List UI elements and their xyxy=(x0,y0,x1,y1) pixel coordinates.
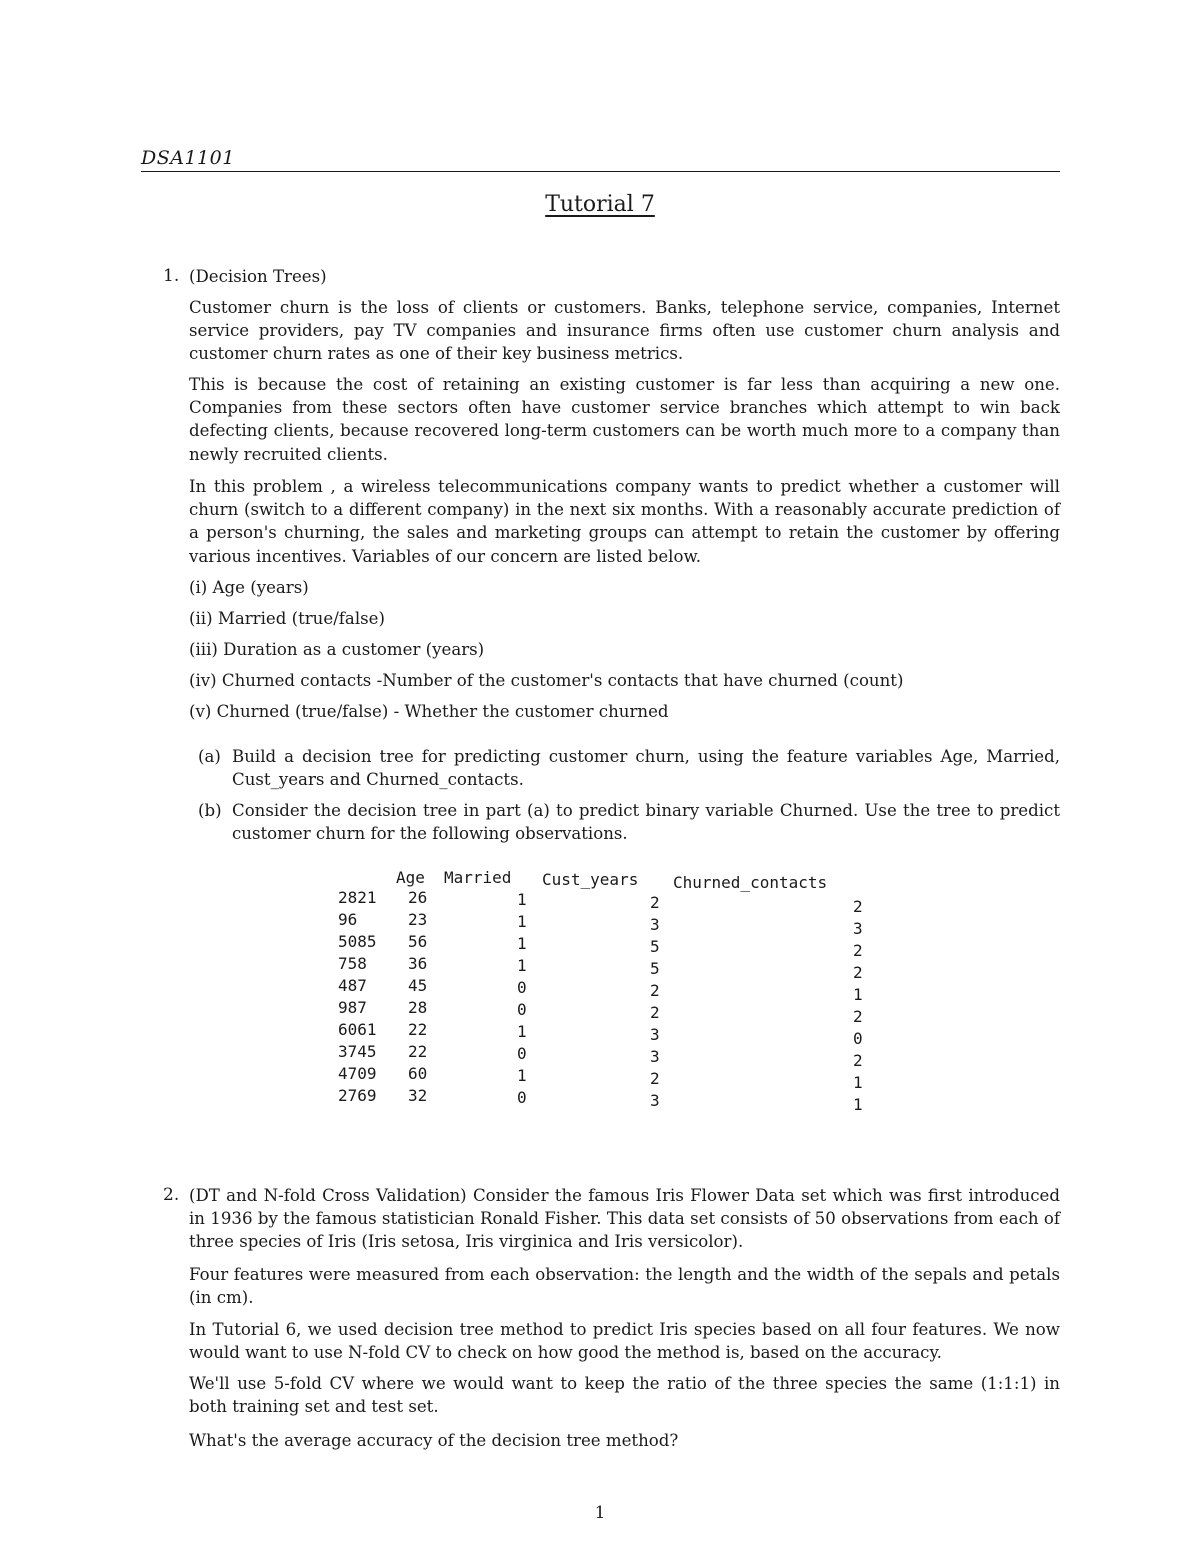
page-title-text: Tutorial 7 xyxy=(545,192,655,217)
table-cell-cust-years: 3 xyxy=(650,1091,660,1110)
table-cell-churned-contacts: 3 xyxy=(853,919,863,938)
course-code: DSA1101 xyxy=(141,147,235,169)
table-header: Married xyxy=(444,868,512,887)
q2-paragraph-2: Four features were measured from each observation: the length and the width of the sepals and petals (in cm). xyxy=(189,1265,1060,1308)
table-cell-id: 758 xyxy=(338,954,367,973)
table-cell-cust-years: 5 xyxy=(650,959,660,978)
table-cell-age: 56 xyxy=(408,932,428,951)
table-cell-churned-contacts: 2 xyxy=(853,1007,863,1026)
table-cell-married: 0 xyxy=(517,1044,527,1063)
table-cell-churned-contacts: 1 xyxy=(853,1095,863,1114)
q2-paragraph-1: (DT and N-fold Cross Validation) Consider the famous Iris Flower Data set which was first introduced in 1936 by the famous statistician Ronald Fisher. This data set consists of 50 observations from each of three species of Iris (Iris setosa, Iris virginica and Iris versicolor). xyxy=(189,1186,1060,1252)
table-cell-married: 0 xyxy=(517,978,527,997)
variable-item: (v) Churned (true/false) - Whether the customer churned xyxy=(189,702,669,721)
part-a-label: (a) xyxy=(198,747,221,766)
table-cell-id: 2821 xyxy=(338,888,377,907)
table-cell-cust-years: 3 xyxy=(650,1025,660,1044)
table-cell-cust-years: 2 xyxy=(650,1069,660,1088)
table-header: Age xyxy=(396,868,425,887)
table-cell-cust-years: 3 xyxy=(650,1047,660,1066)
table-cell-churned-contacts: 2 xyxy=(853,897,863,916)
table-cell-id: 96 xyxy=(338,910,358,929)
table-cell-age: 22 xyxy=(408,1020,428,1039)
table-header: Churned_contacts xyxy=(673,873,828,892)
table-cell-id: 987 xyxy=(338,998,367,1017)
table-cell-married: 1 xyxy=(517,956,527,975)
table-cell-id: 487 xyxy=(338,976,367,995)
table-cell-id: 5085 xyxy=(338,932,377,951)
variable-item: (iii) Duration as a customer (years) xyxy=(189,640,485,659)
table-cell-married: 1 xyxy=(517,890,527,909)
table-cell-cust-years: 5 xyxy=(650,937,660,956)
table-cell-id: 4709 xyxy=(338,1064,377,1083)
q2-paragraph-4: We'll use 5-fold CV where we would want to keep the ratio of the three species the same (1:1:1) in both training set and test set. xyxy=(189,1374,1060,1417)
q1-number: 1. xyxy=(163,266,180,286)
table-cell-married: 1 xyxy=(517,1066,527,1085)
variable-item: (i) Age (years) xyxy=(189,578,309,597)
variable-item: (iv) Churned contacts -Number of the customer's contacts that have churned (count) xyxy=(189,671,904,690)
page-title xyxy=(0,192,1200,217)
page-number: 1 xyxy=(594,1503,606,1523)
table-cell-cust-years: 2 xyxy=(650,1003,660,1022)
table-cell-married: 1 xyxy=(517,912,527,931)
q1-paragraph-1: Customer churn is the loss of clients or customers. Banks, telephone service, companies, Internet service providers, pay TV companies and insurance firms often use customer churn analysis and customer churn rates as one of their key business metrics. xyxy=(189,298,1060,364)
observation-table xyxy=(320,866,880,1116)
table-cell-age: 32 xyxy=(408,1086,428,1105)
table-cell-cust-years: 3 xyxy=(650,915,660,934)
table-cell-churned-contacts: 1 xyxy=(853,985,863,1004)
table-cell-cust-years: 2 xyxy=(650,981,660,1000)
table-cell-age: 23 xyxy=(408,910,428,929)
table-cell-churned-contacts: 0 xyxy=(853,1029,863,1048)
q1-paragraph-3: In this problem , a wireless telecommunications company wants to predict whether a customer will churn (switch to a different company) in the next six months. With a reasonably accurate prediction of a person's churning, the sales and marketing groups can attempt to retain the customer by offering various incentives. Variables of our concern are listed below. xyxy=(189,477,1060,566)
table-cell-id: 3745 xyxy=(338,1042,377,1061)
table-cell-age: 45 xyxy=(408,976,428,995)
table-cell-churned-contacts: 2 xyxy=(853,963,863,982)
table-cell-married: 1 xyxy=(517,1022,527,1041)
table-cell-age: 60 xyxy=(408,1064,428,1083)
header-rule xyxy=(141,171,1060,172)
table-cell-age: 36 xyxy=(408,954,428,973)
table-cell-married: 0 xyxy=(517,1088,527,1107)
q2-paragraph-5: What's the average accuracy of the decision tree method? xyxy=(189,1431,679,1450)
q1-heading: (Decision Trees) xyxy=(189,267,327,286)
part-a-text: Build a decision tree for predicting customer churn, using the feature variables Age, Married, Cust_years and Churned_contacts. xyxy=(232,747,1060,790)
part-b-text: Consider the decision tree in part (a) to predict binary variable Churned. Use the tree to predict customer churn for the following observations. xyxy=(232,801,1060,844)
table-cell-churned-contacts: 1 xyxy=(853,1073,863,1092)
table-cell-churned-contacts: 2 xyxy=(853,1051,863,1070)
table-cell-age: 28 xyxy=(408,998,428,1017)
part-b-label: (b) xyxy=(198,801,222,820)
q2-number: 2. xyxy=(163,1185,180,1205)
variable-item: (ii) Married (true/false) xyxy=(189,609,385,628)
table-cell-married: 0 xyxy=(517,1000,527,1019)
table-header: Cust_years xyxy=(542,870,639,889)
q1-paragraph-2: This is because the cost of retaining an existing customer is far less than acquiring a new one. Companies from these sectors often have customer service branches which attempt to win back defecting clients, because recovered long-term customers can be worth much more to a company than newly recruited clients. xyxy=(189,375,1060,464)
table-cell-cust-years: 2 xyxy=(650,893,660,912)
table-cell-churned-contacts: 2 xyxy=(853,941,863,960)
table-cell-id: 2769 xyxy=(338,1086,377,1105)
q2-paragraph-3: In Tutorial 6, we used decision tree method to predict Iris species based on all four features. We now would want to use N-fold CV to check on how good the method is, based on the accuracy. xyxy=(189,1320,1060,1363)
table-cell-id: 6061 xyxy=(338,1020,377,1039)
table-cell-married: 1 xyxy=(517,934,527,953)
table-cell-age: 22 xyxy=(408,1042,428,1061)
table-cell-age: 26 xyxy=(408,888,428,907)
